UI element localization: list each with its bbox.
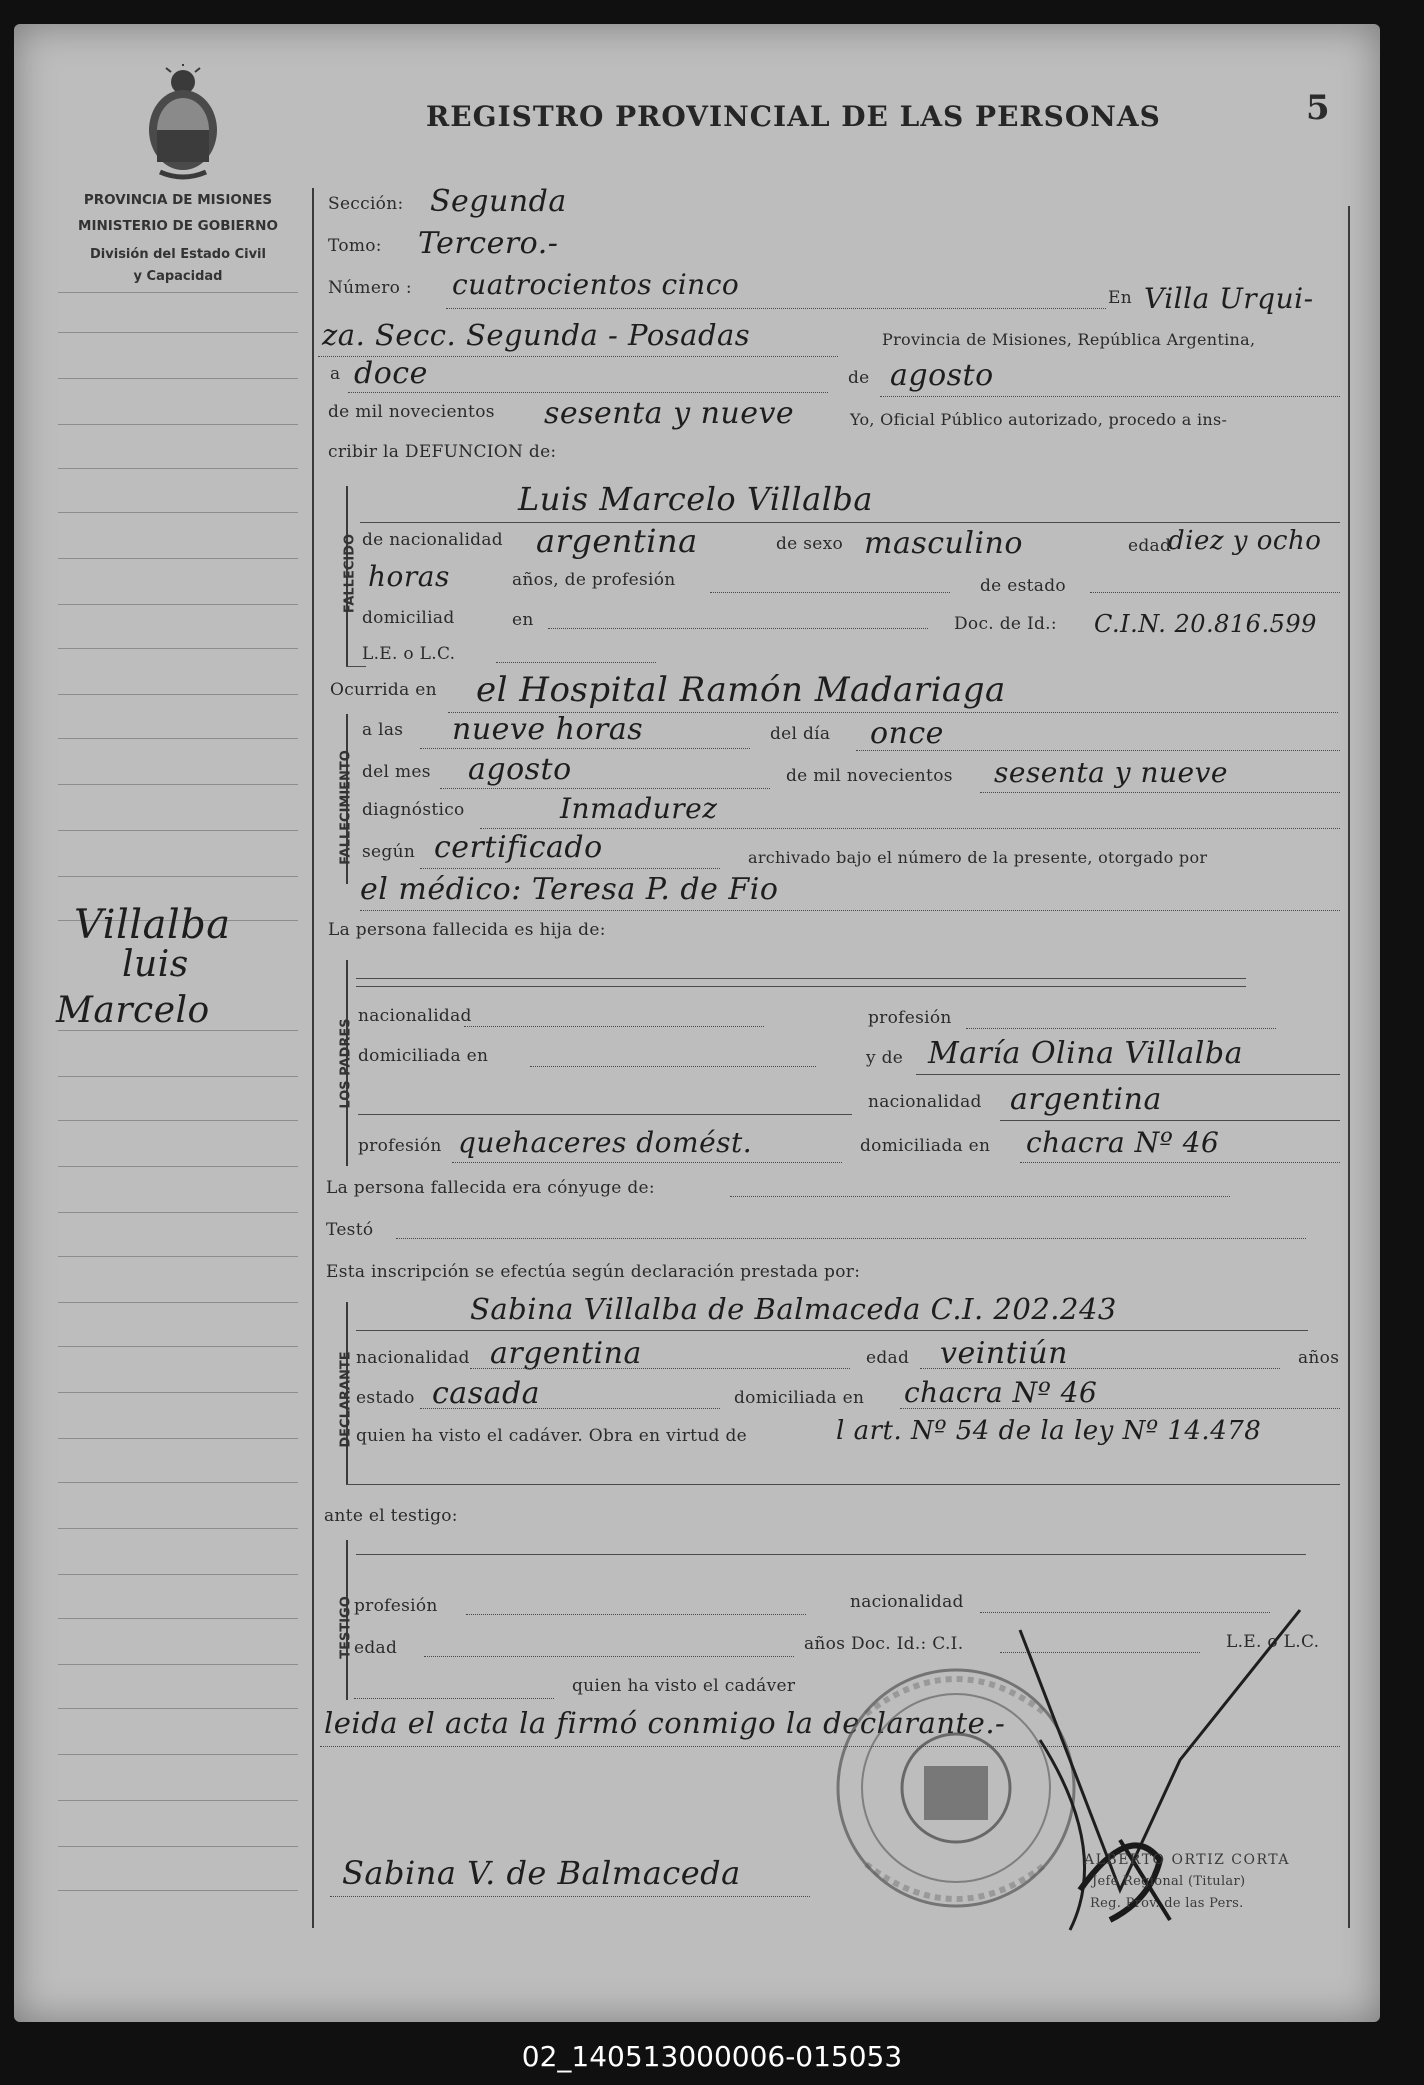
nacionalidad-value: argentina [536, 522, 698, 560]
sexo-value: masculino [864, 526, 1023, 561]
testo-label: Testó [326, 1220, 374, 1240]
mes-fallec-value: agosto [468, 752, 572, 787]
ministry-line-1: PROVINCIA DE MISIONES [83, 192, 273, 208]
edad-value-1: diez y ocho [1168, 526, 1322, 556]
dia-value: doce [354, 356, 428, 391]
margin-note-name: luis [122, 944, 189, 985]
le-lc-label: L.E. o L.C. [362, 644, 456, 664]
inscribir-label: cribir la DEFUNCION de: [328, 442, 557, 462]
fallecimiento-section-label: FALLECIMIENTO [338, 750, 354, 865]
coat-of-arms-icon [138, 64, 228, 180]
padre-profesion-label: profesión [868, 1008, 952, 1028]
anos-profesion-label: años, de profesión [512, 570, 676, 590]
a-label: a [330, 364, 341, 384]
medico-value: el médico: Teresa P. de Fio [360, 872, 779, 907]
nacionalidad-label: de nacionalidad [362, 530, 503, 550]
ministry-line-4: y Capacidad [133, 269, 223, 284]
segun-value: certificado [434, 830, 603, 865]
ante-testigo-label: ante el testigo: [324, 1506, 458, 1526]
de-mil-label: de mil novecientos [328, 402, 495, 422]
domiciliado-label: domiciliad [362, 608, 455, 628]
localidad-value-1: Villa Urqui- [1144, 282, 1314, 315]
ley-value: l art. Nº 54 de la ley Nº 14.478 [836, 1416, 1262, 1446]
mes-value: agosto [890, 358, 994, 393]
seccion-value: Segunda [430, 184, 567, 219]
madre-profesion-label: profesión [358, 1136, 442, 1156]
testigo-section-label: TESTIGO [338, 1596, 354, 1659]
oficial-label: Yo, Oficial Público autorizado, procedo a ins- [850, 410, 1228, 429]
page-number: 5 [1306, 88, 1330, 128]
archivado-label: archivado bajo el número de la presente, otorgado por [748, 848, 1208, 867]
edad-value-2: horas [368, 560, 450, 593]
margin-note-surname: Villalba [74, 902, 231, 948]
numero-value: cuatrocientos cinco [452, 268, 740, 301]
testigo-edad-label: edad [354, 1638, 398, 1658]
hora-value: nueve horas [452, 712, 644, 747]
testigo-profesion-label: profesión [354, 1596, 438, 1616]
madre-nacionalidad-label: nacionalidad [868, 1092, 982, 1112]
conyuge-label: La persona fallecida era cónyuge de: [326, 1178, 655, 1198]
declarante-domicilio-value: chacra Nº 46 [904, 1376, 1098, 1409]
madre-domicilio-label: domiciliada en [860, 1136, 991, 1156]
del-dia-label: del día [770, 724, 831, 744]
de-mil2-label: de mil novecientos [786, 766, 953, 786]
numero-label: Número : [328, 278, 412, 298]
doc-id-value: C.I.N. 20.816.599 [1094, 610, 1317, 638]
fallecido-section-label: FALLECIDO [342, 533, 358, 614]
a-las-label: a las [362, 720, 404, 740]
madre-domicilio-value: chacra Nº 46 [1026, 1126, 1220, 1159]
page-title: REGISTRO PROVINCIAL DE LAS PERSONAS [426, 100, 1161, 133]
provincia-label: Provincia de Misiones, República Argentina, [882, 330, 1256, 349]
stamp-registry: Reg. Prov. de las Pers. [1090, 1896, 1244, 1911]
seccion-label: Sección: [328, 194, 404, 214]
anio-value: sesenta y nueve [544, 396, 795, 431]
lugar-value: el Hospital Ramón Madariaga [476, 670, 1006, 710]
declarante-estado-label: estado [356, 1388, 415, 1408]
declarante-domicilio-label: domiciliada en [734, 1388, 865, 1408]
ministry-line-3: División del Estado Civil [90, 247, 266, 262]
de-label: de [848, 368, 870, 388]
domiciliado-en-label: en [512, 610, 534, 630]
sexo-label: de sexo [776, 534, 844, 554]
padre-nacionalidad-label: nacionalidad [358, 1006, 472, 1026]
main-right-border [1348, 206, 1350, 1928]
declarante-anos-label: años [1298, 1348, 1340, 1368]
declarante-edad-value: veintiún [940, 1336, 1068, 1371]
padre-domicilio-label: domiciliada en [358, 1046, 489, 1066]
diagnostico-label: diagnóstico [362, 800, 465, 820]
segun-label: según [362, 842, 416, 862]
declarante-section-label: DECLARANTE [338, 1351, 354, 1448]
testigo-le-label: L.E. o L.C. [1226, 1632, 1320, 1652]
declaracion-label: Esta inscripción se efectúa según declaración prestada por: [326, 1262, 861, 1282]
en-label: En [1108, 288, 1132, 308]
main-left-border [312, 188, 314, 1928]
testigo-visto-label: quien ha visto el cadáver [572, 1676, 796, 1696]
diagnostico-value: Inmadurez [560, 792, 718, 825]
fallecido-nombre-value: Luis Marcelo Villalba [518, 480, 873, 518]
doc-id-label: Doc. de Id.: [954, 614, 1057, 634]
declarante-firma: Sabina V. de Balmaceda [342, 1854, 741, 1892]
tomo-label: Tomo: [328, 236, 382, 256]
anio-fallec-value: sesenta y nueve [994, 756, 1229, 789]
declarante-nacionalidad-value: argentina [490, 1336, 642, 1371]
dia-fallec-value: once [870, 716, 944, 751]
madre-nacionalidad-value: argentina [1010, 1082, 1162, 1117]
madre-nombre-value: María Olina Villalba [928, 1036, 1243, 1071]
declarante-edad-label: edad [866, 1348, 910, 1368]
stamp-name: ALBERTO ORTIZ CORTA [1084, 1852, 1290, 1868]
tomo-value: Tercero.- [418, 226, 559, 261]
declarante-nombre-value: Sabina Villalba de Balmaceda C.I. 202.243 [470, 1292, 1117, 1326]
edad-label: edad [1128, 536, 1172, 556]
margin-note-middle: Marcelo [56, 990, 210, 1031]
testigo-nacionalidad-label: nacionalidad [850, 1592, 964, 1612]
ocurrida-label: Ocurrida en [330, 680, 437, 700]
estado-label: de estado [980, 576, 1066, 596]
ministry-line-2: MINISTERIO DE GOBIERNO [78, 218, 278, 234]
testigo-doc-label: años Doc. Id.: C.I. [804, 1634, 964, 1654]
hija-de-label: La persona fallecida es hija de: [328, 920, 606, 940]
padres-section-label: LOS PADRES [338, 1018, 354, 1109]
localidad-value-2: za. Secc. Segunda - Posadas [322, 318, 751, 352]
y-de-label: y de [866, 1048, 904, 1068]
del-mes-label: del mes [362, 762, 431, 782]
madre-profesion-value: quehaceres domést. [458, 1126, 753, 1159]
declarante-visto-label: quien ha visto el cadáver. Obra en virtud de [356, 1426, 747, 1446]
stamp-title: Jefe Regional (Titular) [1092, 1874, 1246, 1889]
footer-caption: 02_140513000006-015053 [521, 2040, 903, 2073]
leida-note: leida el acta la firmó conmigo la declarante.- [324, 1706, 1006, 1740]
declarante-nacionalidad-label: nacionalidad [356, 1348, 470, 1368]
declarante-estado-value: casada [432, 1376, 541, 1411]
